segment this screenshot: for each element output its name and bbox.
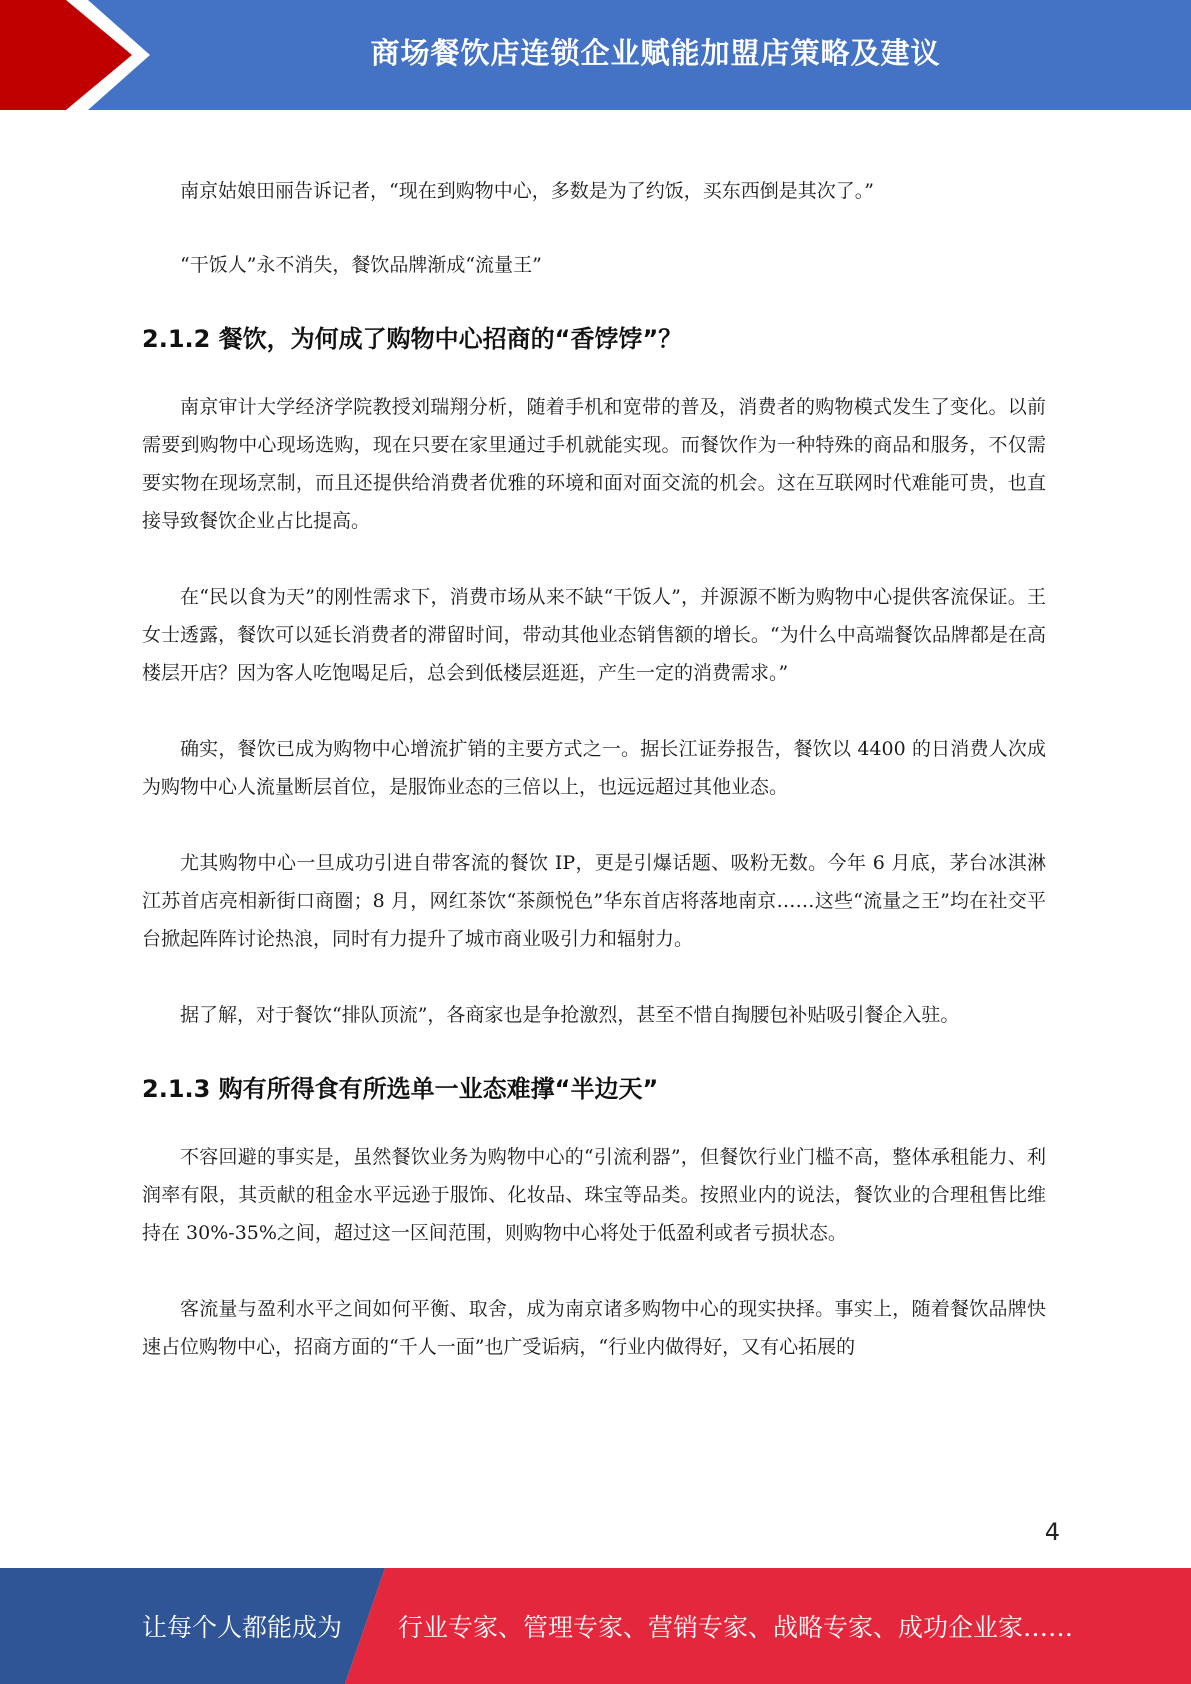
page-number: 4 [1044, 1518, 1060, 1546]
paragraph: 南京审计大学经济学院教授刘瑞翔分析，随着手机和宽带的普及，消费者的购物模式发生了变化。以前需要到购物中心现场选购，现在只要在家里通过手机就能实现。而餐饮作为一种特殊的商品和服务，不仅需要实物在现场烹制，而且还提供给消费者优雅的环境和面对面交流的机会。这在互联网时代难能可贵，也直接导致餐饮企业占比提高。 [142, 396, 1046, 532]
paragraph: 不容回避的事实是，虽然餐饮业务为购物中心的“引流利器”，但餐饮行业门槛不高，整体承租能力、利润率有限，其贡献的租金水平远逊于服饰、化妆品、珠宝等品类。按照业内的说法，餐饮业的合理租售比维持在 30%-35%之间，超过这一区间范围，则购物中心将处于低盈利或者亏损状态。 [142, 1146, 1046, 1244]
page-footer [0, 1568, 1191, 1684]
paragraph: 客流量与盈利水平之间如何平衡、取舍，成为南京诸多购物中心的现实抉择。事实上，随着餐饮品牌快速占位购物中心，招商方面的“千人一面”也广受诟病，“行业内做得好，又有心拓展的 [142, 1298, 1046, 1358]
footer-slogan-right: 行业专家、管理专家、营销专家、战略专家、成功企业家…… [398, 1613, 1074, 1642]
paragraph: 在“民以食为天”的刚性需求下，消费市场从来不缺“干饭人”，并源源不断为购物中心提供客流保证。王女士透露，餐饮可以延长消费者的滞留时间，带动其他业态销售额的增长。“为什么中高端餐饮品牌都是在高楼层开店？因为客人吃饱喝足后，总会到低楼层逛逛，产生一定的消费需求。” [142, 586, 1046, 684]
paragraph: 据了解，对于餐饮“排队顶流”，各商家也是争抢激烈，甚至不惜自掏腰包补贴吸引餐企入驻。 [180, 1004, 960, 1026]
section-heading: 2.1.2 餐饮，为何成了购物中心招商的“香饽饽”？ [142, 325, 683, 353]
footer-slogan-left: 让每个人都能成为 [142, 1613, 343, 1642]
header-title: 商场餐饮店连锁企业赋能加盟店策略及建议 [370, 35, 941, 70]
paragraph: 南京姑娘田丽告诉记者，“现在到购物中心，多数是为了约饭，买东西倒是其次了。” [180, 180, 874, 202]
paragraph: 确实，餐饮已成为购物中心增流扩销的主要方式之一。据长江证券报告，餐饮以 4400 的日消费人次成为购物中心人流量断层首位，是服饰业态的三倍以上，也远远超过其他业态。 [142, 738, 1046, 798]
paragraph: “干饭人”永不消失，餐饮品牌渐成“流量王” [180, 254, 542, 276]
paragraph: 尤其购物中心一旦成功引进自带客流的餐饮 IP，更是引爆话题、吸粉无数。今年 6 月底，茅台冰淇淋江苏首店亮相新街口商圈；8 月，网红茶饮“茶颜悦色”华东首店将落地南京……这些“流量之王”均在社交平台掀起阵阵讨论热浪，同时有力提升了城市商业吸引力和辐射力。 [142, 852, 1046, 950]
page-header [0, 0, 1191, 110]
document-body [142, 172, 1046, 1404]
section-heading: 2.1.3 购有所得食有所选单一业态难撑“半边天” [142, 1075, 659, 1103]
